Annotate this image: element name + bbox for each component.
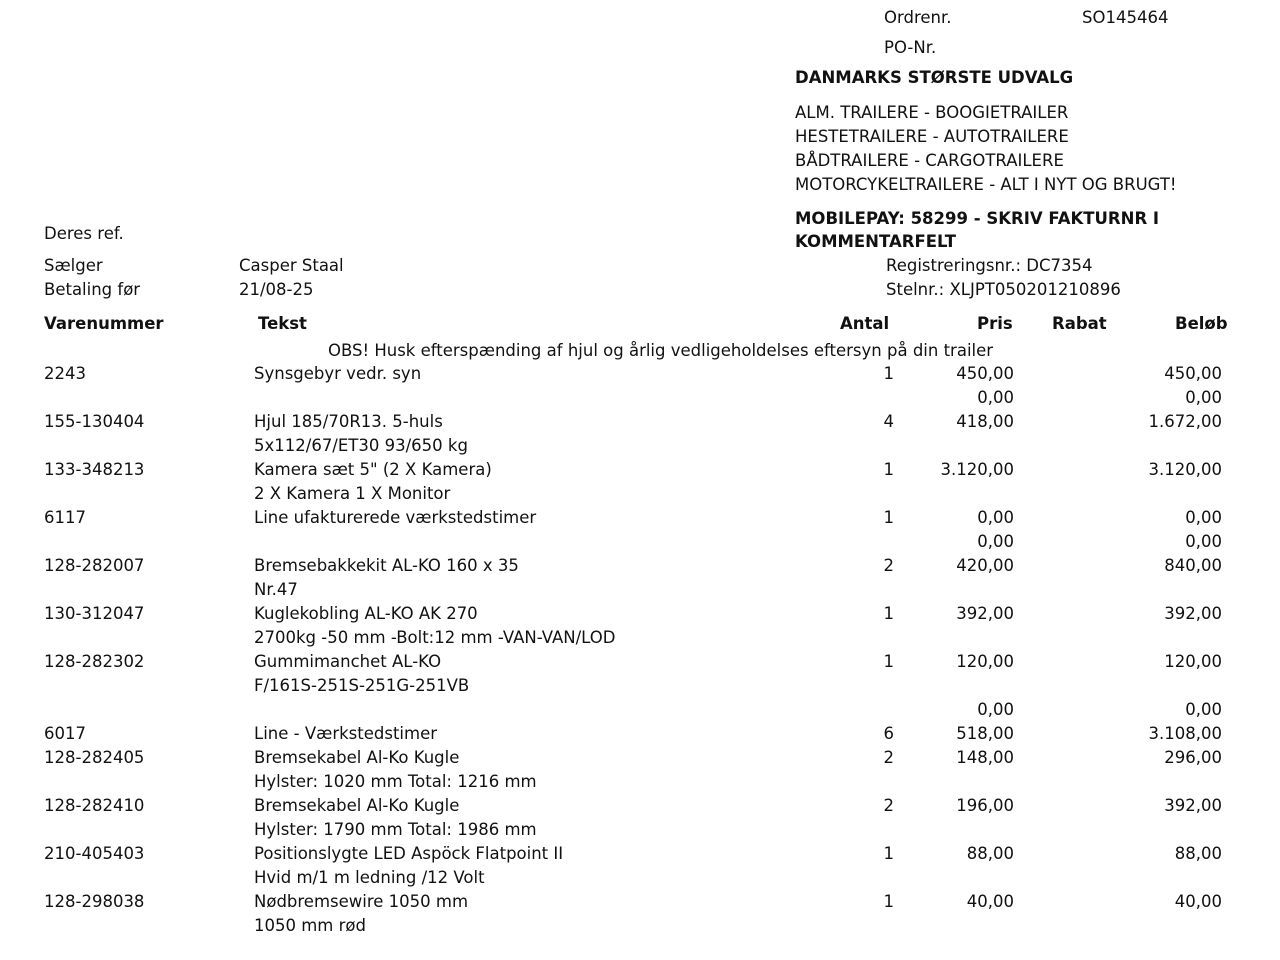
registration-number: Registreringsnr.: DC7354 <box>886 256 1093 275</box>
item-price: 518,00 <box>956 724 1014 743</box>
table-row <box>0 794 1280 818</box>
item-description: Gummimanchet AL-KO <box>254 652 442 671</box>
item-description: 2700kg -50 mm -Bolt:12 mm -VAN-VAN/LOD <box>254 628 616 647</box>
item-price: 40,00 <box>966 892 1014 911</box>
item-description: Bremsekabel Al-Ko Kugle <box>254 748 460 767</box>
table-row <box>0 506 1280 530</box>
table-row <box>0 842 1280 866</box>
item-amount: 392,00 <box>1164 796 1222 815</box>
line-items <box>0 362 1280 938</box>
item-price: 450,00 <box>956 364 1014 383</box>
item-price: 418,00 <box>956 412 1014 431</box>
item-description: Hvid m/1 m ledning /12 Volt <box>254 868 485 887</box>
item-description: Line ufakturerede værkstedstimer <box>254 508 537 527</box>
table-row <box>0 530 1280 554</box>
table-row <box>0 602 1280 626</box>
item-quantity: 6 <box>883 724 894 743</box>
table-row <box>0 818 1280 842</box>
table-row <box>0 554 1280 578</box>
table-row <box>0 410 1280 434</box>
item-price: 0,00 <box>977 508 1014 527</box>
table-row <box>0 890 1280 914</box>
item-amount: 3.108,00 <box>1148 724 1222 743</box>
item-price: 88,00 <box>966 844 1014 863</box>
item-amount: 392,00 <box>1164 604 1222 623</box>
table-row <box>0 362 1280 386</box>
frame-number: Stelnr.: XLJPT050201210896 <box>886 280 1121 299</box>
item-price: 148,00 <box>956 748 1014 767</box>
item-amount: 0,00 <box>1185 508 1222 527</box>
table-row <box>0 434 1280 458</box>
table-row <box>0 482 1280 506</box>
item-price: 0,00 <box>977 388 1014 407</box>
item-quantity: 1 <box>883 604 894 623</box>
item-price: 392,00 <box>956 604 1014 623</box>
item-number: 128-282302 <box>44 652 145 671</box>
item-number: 210-405403 <box>44 844 145 863</box>
item-amount: 0,00 <box>1185 700 1222 719</box>
seller-label: Sælger <box>44 256 103 275</box>
item-description: 2 X Kamera 1 X Monitor <box>254 484 451 503</box>
item-quantity: 1 <box>883 652 894 671</box>
order-number-value: SO145464 <box>1082 8 1169 27</box>
item-number: 128-282405 <box>44 748 145 767</box>
payment-due-label: Betaling før <box>44 280 141 299</box>
table-row <box>0 746 1280 770</box>
table-row <box>0 650 1280 674</box>
table-row <box>0 866 1280 890</box>
item-number: 2243 <box>44 364 86 383</box>
company-line-4: MOTORCYKELTRAILERE - ALT I NYT OG BRUGT! <box>795 175 1177 194</box>
maintenance-notice: OBS! Husk efterspænding af hjul og årlig vedligeholdelses eftersyn på din trailer <box>328 341 994 360</box>
item-amount: 0,00 <box>1185 532 1222 551</box>
item-amount: 3.120,00 <box>1148 460 1222 479</box>
item-number: 130-312047 <box>44 604 145 623</box>
item-amount: 0,00 <box>1185 388 1222 407</box>
item-quantity: 1 <box>883 508 894 527</box>
item-amount: 450,00 <box>1164 364 1222 383</box>
col-header-rabat: Rabat <box>1052 314 1107 333</box>
item-amount: 296,00 <box>1164 748 1222 767</box>
table-row <box>0 698 1280 722</box>
item-description: Synsgebyr vedr. syn <box>254 364 422 383</box>
item-description: Bremsebakkekit AL-KO 160 x 35 <box>254 556 519 575</box>
item-amount: 88,00 <box>1174 844 1222 863</box>
item-description: Nr.47 <box>254 580 298 599</box>
item-number: 6117 <box>44 508 86 527</box>
item-amount: 120,00 <box>1164 652 1222 671</box>
table-row <box>0 626 1280 650</box>
seller-value: Casper Staal <box>239 256 344 275</box>
item-quantity: 1 <box>883 844 894 863</box>
item-amount: 40,00 <box>1174 892 1222 911</box>
col-header-antal: Antal <box>840 314 890 333</box>
col-header-tekst: Tekst <box>258 314 307 333</box>
table-row <box>0 674 1280 698</box>
reference-label: Deres ref. <box>44 224 124 243</box>
item-amount: 840,00 <box>1164 556 1222 575</box>
table-row <box>0 914 1280 938</box>
company-line-2: HESTETRAILERE - AUTOTRAILERE <box>795 127 1069 146</box>
item-number: 133-348213 <box>44 460 145 479</box>
item-number: 155-130404 <box>44 412 145 431</box>
col-header-varenummer: Varenummer <box>44 314 164 333</box>
item-price: 0,00 <box>977 700 1014 719</box>
item-price: 120,00 <box>956 652 1014 671</box>
item-description: 1050 mm rød <box>254 916 366 935</box>
item-description: Hjul 185/70R13. 5-huls <box>254 412 443 431</box>
table-row <box>0 458 1280 482</box>
table-row <box>0 770 1280 794</box>
item-description: Kuglekobling AL-KO AK 270 <box>254 604 478 623</box>
col-header-pris: Pris <box>977 314 1013 333</box>
item-quantity: 1 <box>883 460 894 479</box>
table-row <box>0 578 1280 602</box>
item-quantity: 2 <box>883 748 894 767</box>
item-description: F/161S-251S-251G-251VB <box>254 676 470 695</box>
item-quantity: 2 <box>883 796 894 815</box>
company-tagline: DANMARKS STØRSTE UDVALG <box>795 68 1074 87</box>
item-number: 128-298038 <box>44 892 145 911</box>
mobilepay-line-2: KOMMENTARFELT <box>795 232 957 251</box>
item-description: Positionslygte LED Aspöck Flatpoint II <box>254 844 564 863</box>
item-description: Kamera sæt 5" (2 X Kamera) <box>254 460 492 479</box>
company-line-3: BÅDTRAILERE - CARGOTRAILERE <box>795 151 1064 170</box>
item-amount: 1.672,00 <box>1148 412 1222 431</box>
table-row <box>0 722 1280 746</box>
item-description: Hylster: 1790 mm Total: 1986 mm <box>254 820 537 839</box>
item-quantity: 4 <box>883 412 894 431</box>
item-number: 6017 <box>44 724 86 743</box>
item-description: Hylster: 1020 mm Total: 1216 mm <box>254 772 537 791</box>
item-description: Bremsekabel Al-Ko Kugle <box>254 796 460 815</box>
item-price: 196,00 <box>956 796 1014 815</box>
item-number: 128-282410 <box>44 796 145 815</box>
item-description: 5x112/67/ET30 93/650 kg <box>254 436 468 455</box>
item-price: 420,00 <box>956 556 1014 575</box>
order-number-label: Ordrenr. <box>884 8 952 27</box>
item-quantity: 1 <box>883 892 894 911</box>
item-description: Line - Værkstedstimer <box>254 724 438 743</box>
item-number: 128-282007 <box>44 556 145 575</box>
col-header-belob: Beløb <box>1175 314 1228 333</box>
item-price: 0,00 <box>977 532 1014 551</box>
payment-due-value: 21/08-25 <box>239 280 314 299</box>
item-price: 3.120,00 <box>940 460 1014 479</box>
item-quantity: 1 <box>883 364 894 383</box>
po-number-label: PO-Nr. <box>884 38 937 57</box>
table-row <box>0 386 1280 410</box>
item-quantity: 2 <box>883 556 894 575</box>
company-line-1: ALM. TRAILERE - BOOGIETRAILER <box>795 103 1069 122</box>
item-description: Nødbremsewire 1050 mm <box>254 892 469 911</box>
mobilepay-line-1: MOBILEPAY: 58299 - SKRIV FAKTURNR I <box>795 209 1160 228</box>
